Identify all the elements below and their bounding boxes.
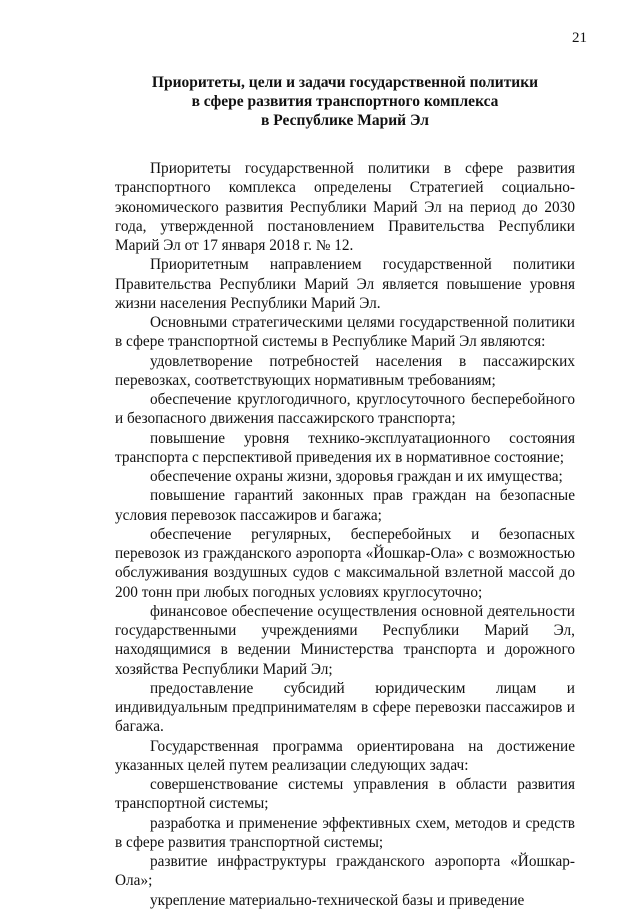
goal-item: финансовое обеспечение осуществления основной деятельности государственными учреждениями Республики Марий Эл, находящимися в ведении Министерства транспорта и дорожного хозяйства Республики Марий Эл; (115, 602, 575, 678)
task-item: совершенствование системы управления в области развития транспортной системы; (115, 776, 575, 813)
paragraph-strategic-goals: Основными стратегическими целями государственной политики в сфере транспортной системы в Республике Марий Эл являются: (115, 314, 575, 351)
title-line-2: в сфере развития транспортного комплекса (191, 93, 499, 110)
title-line-1: Приоритеты, цели и задачи государственной политики (151, 74, 539, 91)
goal-item: обеспечение регулярных, бесперебойных и безопасных перевозок из гражданского аэропорта «Йошкар-Ола» с возможностью обслуживания воздушных судов с максимальной взлетной массой до 200 тонн при любых погодных условиях круглосуточно; (115, 525, 575, 601)
task-item: развитие инфраструктуры гражданского аэропорта «Йошкар-Ола»; (115, 853, 575, 890)
goal-item: повышение уровня технико-эксплуатационного состояния транспорта с перспективой приведения их в нормативное состояние; (115, 429, 575, 466)
paragraph-priorities: Приоритеты государственной политики в сфере развития транспортного комплекса определены Стратегией социально-экономического развития Республики Марий Эл на период до 2030 года, утвержденной постановлением Правительства Республики Марий Эл от 17 января 2018 г. № 12. (115, 160, 575, 254)
goal-item: удовлетворение потребностей населения в пассажирских перевозках, соответствующих нормативным требованиям; (115, 352, 575, 389)
task-item: укрепление материально-технической базы и приведение (150, 891, 525, 909)
document-title (115, 73, 575, 130)
goal-item: обеспечение круглогодичного, круглосуточного бесперебойного и безопасного движения пассажирского транспорта; (115, 391, 575, 428)
goal-item: предоставление субсидий юридическим лицам и индивидуальным предпринимателям в сфере перевозки пассажиров и багажа. (115, 679, 575, 736)
goal-item: повышение гарантий законных прав граждан на безопасные условия перевозок пассажиров и багажа; (115, 487, 575, 524)
title-line-3: в Республике Марий Эл (261, 112, 429, 129)
page-number: 21 (572, 30, 587, 46)
document-body (115, 159, 575, 910)
paragraph-program-tasks: Государственная программа ориентирована на достижение указанных целей путем реализации следующих задач: (115, 737, 575, 774)
goal-item: обеспечение охраны жизни, здоровья граждан и их имущества; (150, 468, 563, 485)
paragraph-priority-direction: Приоритетным направлением государственной политики Правительства Республики Марий Эл является повышение уровня жизни населения Республики Марий Эл. (115, 256, 575, 312)
task-item: разработка и применение эффективных схем, методов и средств в сфере развития транспортной системы; (115, 814, 575, 851)
